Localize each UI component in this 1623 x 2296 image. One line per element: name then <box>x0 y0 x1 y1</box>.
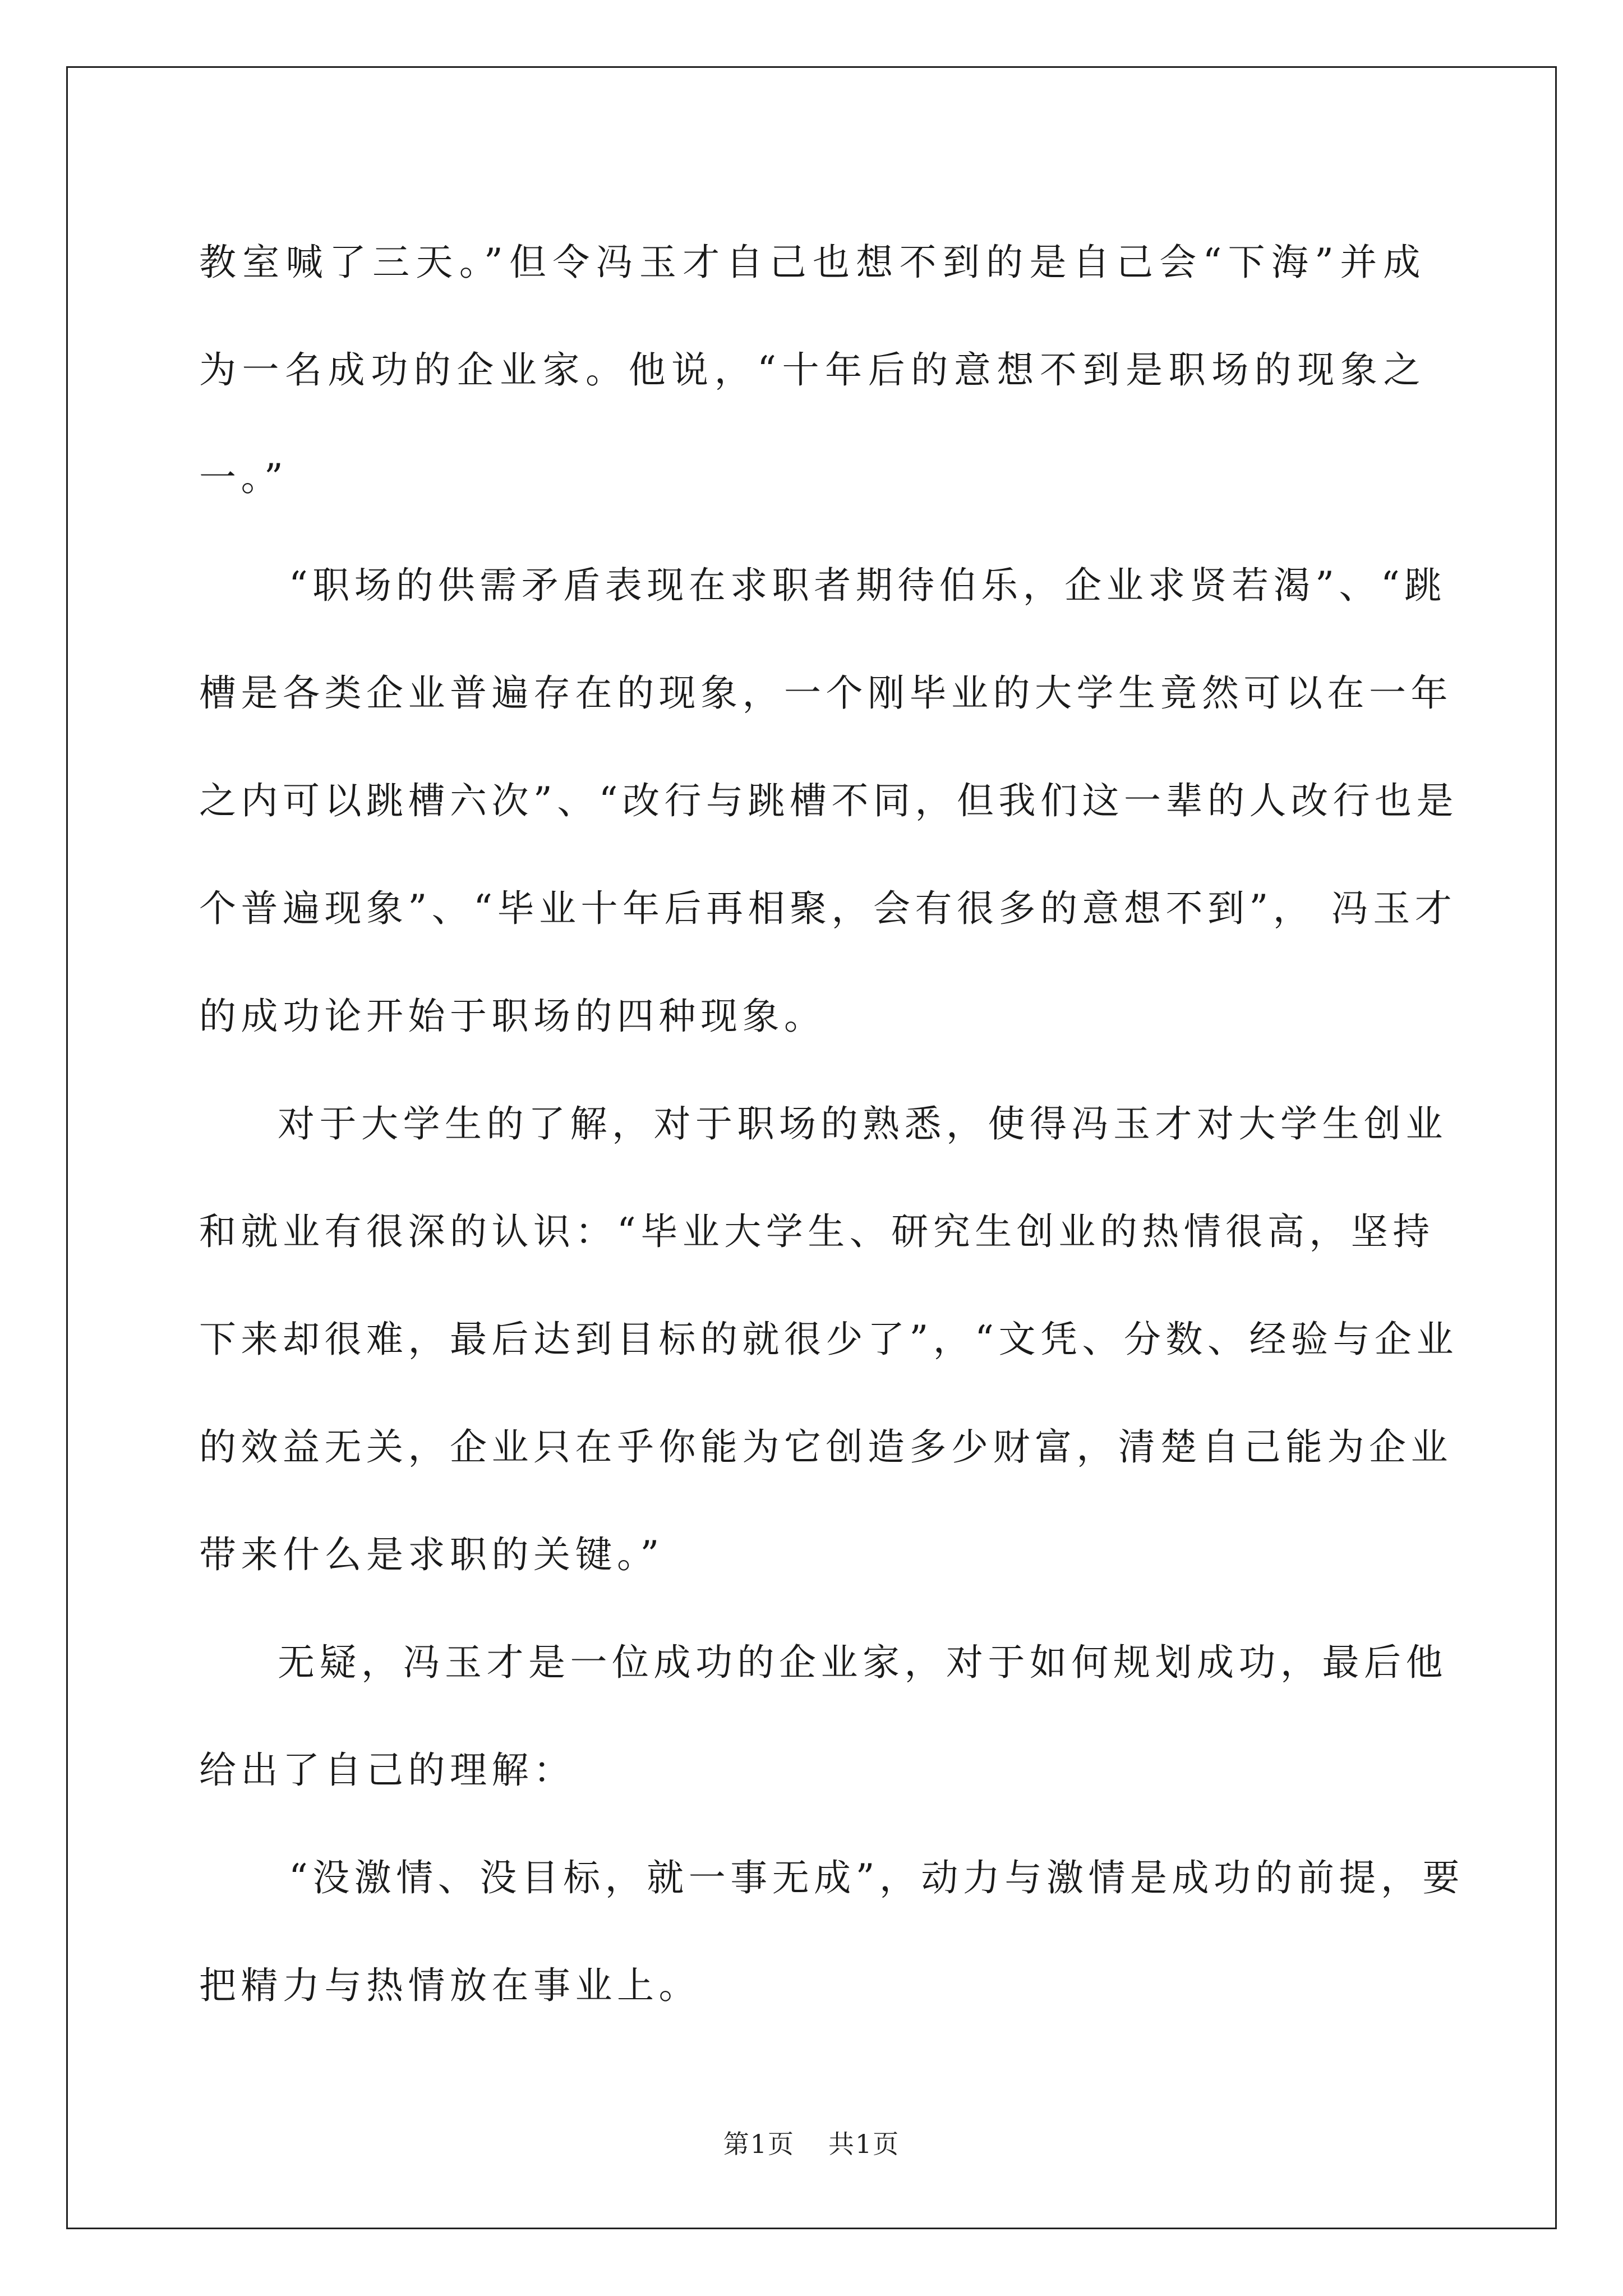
text-line: 给出了自己的理解： <box>199 1749 575 1792</box>
paragraph-3 <box>199 1070 1458 1609</box>
text-line: 为一名成功的企业家。他说，“十年后的意想不到是职场的现象之 <box>199 348 1425 392</box>
paragraph-4 <box>199 1609 1447 1824</box>
text-line: 个普遍现象”、“毕业十年后再相聚，会有很多的意想不到”， 冯玉才 <box>199 887 1457 930</box>
text-line: “没激情、没目标，就一事无成”，动力与激情是成功的前提，要 <box>289 1856 1464 1899</box>
page-number: 第1页 <box>723 2129 795 2159</box>
page-footer <box>0 2124 1623 2161</box>
text-line: 对于大学生的了解，对于职场的熟悉，使得冯玉才对大学生创业 <box>278 1102 1447 1145</box>
text-line: 教室喊了三天。”但令冯玉才自己也想不到的是自己会“下海”并成 <box>199 241 1425 284</box>
text-line: 把精力与热情放在事业上。 <box>199 1964 700 2007</box>
paragraph-1 <box>199 209 1425 532</box>
text-line: “职场的供需矛盾表现在求职者期待伯乐，企业求贤若渴”、“跳 <box>289 564 1446 607</box>
text-line: 的成功论开始于职场的四种现象。 <box>199 995 826 1038</box>
paragraph-5 <box>199 1824 1464 2040</box>
document-body <box>199 209 1464 2040</box>
text-line: 槽是各类企业普遍存在的现象，一个刚毕业的大学生竟然可以在一年 <box>199 671 1453 715</box>
text-line: 之内可以跳槽六次”、“改行与跳槽不同，但我们这一辈的人改行也是 <box>199 779 1458 822</box>
text-line: 的效益无关，企业只在乎你能为它创造多少财富，清楚自己能为企业 <box>199 1425 1453 1469</box>
text-line: 下来却很难，最后达到目标的就很少了”，“文凭、分数、经验与企业 <box>199 1318 1458 1361</box>
text-line: 一。” <box>199 456 288 499</box>
paragraph-2 <box>199 532 1458 1070</box>
page-total: 共1页 <box>828 2129 900 2159</box>
text-line: 和就业有很深的认识：“毕业大学生、研究生创业的热情很高，坚持 <box>199 1210 1435 1253</box>
text-line: 无疑，冯玉才是一位成功的企业家，对于如何规划成功，最后他 <box>278 1641 1447 1684</box>
text-line: 带来什么是求职的关键。” <box>199 1533 664 1576</box>
